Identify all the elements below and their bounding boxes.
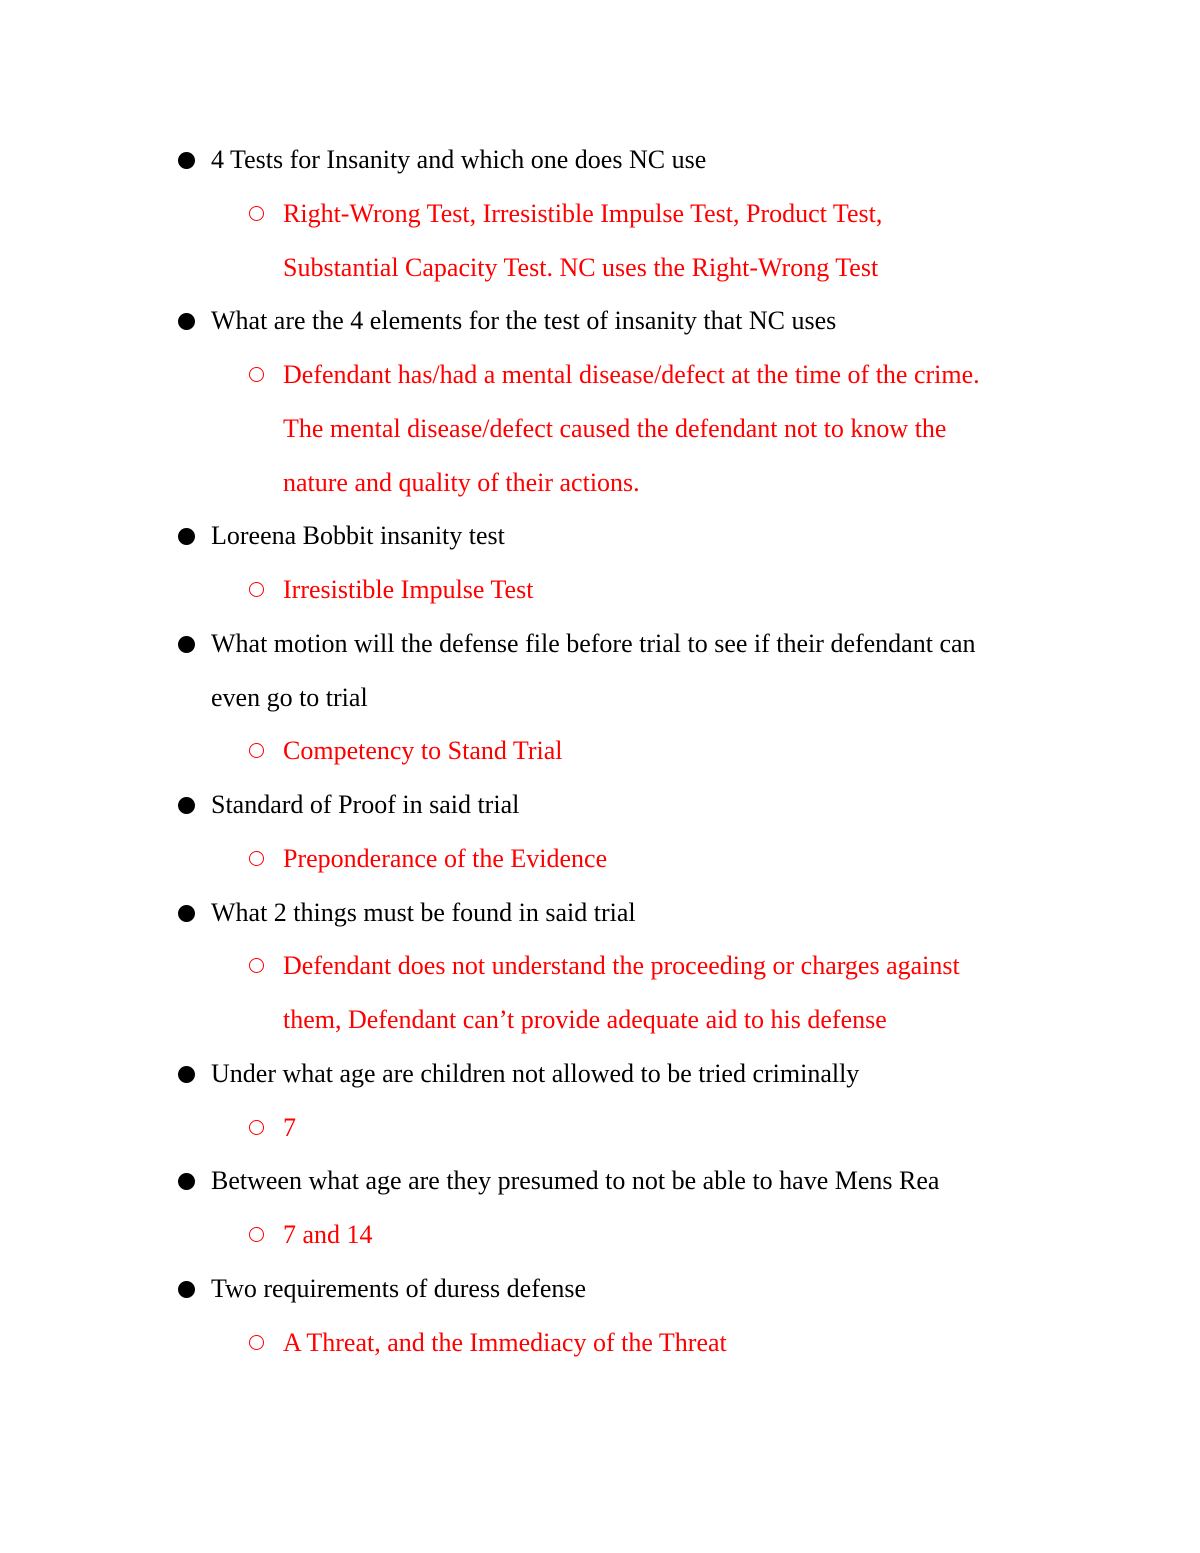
question-line — [0, 1262, 1200, 1316]
answer-line — [0, 993, 1200, 1047]
answer-text: Defendant does not understand the proceeding or charges against — [283, 951, 960, 981]
answer-line — [0, 402, 1200, 456]
answer-line — [0, 241, 1200, 295]
answer-text: Defendant has/had a mental disease/defect at the time of the crime. — [283, 360, 980, 389]
filled-bullet-icon — [178, 1173, 195, 1190]
answer-text: 7 and 14 — [283, 1220, 373, 1249]
document-page — [0, 133, 1200, 1369]
question-line — [0, 1154, 1200, 1208]
answer-text: A Threat, and the Immediacy of the Threat — [283, 1327, 727, 1357]
question-line — [0, 133, 1200, 187]
question-text: even go to trial — [211, 682, 368, 712]
answer-line — [0, 724, 1200, 778]
question-text: Loreena Bobbit insanity test — [211, 521, 505, 551]
answer-text: them, Defendant can’t provide adequate aid to his defense — [283, 1005, 887, 1034]
question-text: What 2 things must be found in said trial — [211, 897, 636, 927]
answer-text: The mental disease/defect caused the defendant not to know the — [283, 413, 947, 443]
hollow-circle-bullet-icon — [249, 582, 264, 597]
question-text: Two requirements of duress defense — [211, 1273, 587, 1303]
filled-bullet-icon — [178, 905, 195, 922]
answer-line — [0, 1101, 1200, 1155]
filled-bullet-icon — [178, 528, 195, 545]
answer-line — [0, 187, 1200, 241]
answer-line — [0, 1208, 1200, 1262]
answer-line — [0, 939, 1200, 993]
question-line — [0, 617, 1200, 671]
filled-bullet-icon — [178, 797, 195, 814]
answer-text: Substantial Capacity Test. NC uses the Right-Wrong Test — [283, 252, 879, 282]
question-text: Under what age are children not allowed to be tried criminally — [211, 1058, 860, 1088]
filled-bullet-icon — [178, 636, 195, 653]
hollow-circle-bullet-icon — [249, 206, 264, 221]
question-line — [0, 778, 1200, 832]
question-line — [0, 294, 1200, 348]
answer-line — [0, 348, 1200, 402]
hollow-circle-bullet-icon — [249, 1227, 264, 1242]
hollow-circle-bullet-icon — [249, 1335, 264, 1350]
hollow-circle-bullet-icon — [249, 1120, 264, 1135]
answer-text: nature and quality of their actions. — [283, 467, 640, 497]
question-line — [0, 886, 1200, 940]
filled-bullet-icon — [178, 152, 195, 169]
answer-text: Preponderance of the Evidence — [283, 843, 608, 873]
hollow-circle-bullet-icon — [249, 367, 264, 382]
question-line — [0, 1047, 1200, 1101]
hollow-circle-bullet-icon — [249, 851, 264, 866]
hollow-circle-bullet-icon — [249, 743, 264, 758]
answer-text: 7 — [283, 1112, 296, 1142]
hollow-circle-bullet-icon — [249, 958, 264, 973]
question-text: Standard of Proof in said trial — [211, 790, 520, 819]
question-text: 4 Tests for Insanity and which one does NC use — [211, 145, 707, 174]
question-line — [0, 509, 1200, 563]
question-text: Between what age are they presumed to not be able to have Mens Rea — [211, 1166, 940, 1196]
filled-bullet-icon — [178, 1066, 195, 1083]
answer-line — [0, 456, 1200, 510]
answer-text: Right-Wrong Test, Irresistible Impulse Test, Product Test, — [283, 198, 883, 228]
answer-text: Competency to Stand Trial — [283, 736, 563, 766]
filled-bullet-icon — [178, 1281, 195, 1298]
question-text: What motion will the defense file before trial to see if their defendant can — [211, 628, 976, 658]
answer-text: Irresistible Impulse Test — [283, 575, 534, 604]
question-text: What are the 4 elements for the test of insanity that NC uses — [211, 306, 837, 336]
answer-line — [0, 563, 1200, 617]
answer-line — [0, 1316, 1200, 1370]
filled-bullet-icon — [178, 313, 195, 330]
answer-line — [0, 832, 1200, 886]
question-line — [0, 671, 1200, 725]
